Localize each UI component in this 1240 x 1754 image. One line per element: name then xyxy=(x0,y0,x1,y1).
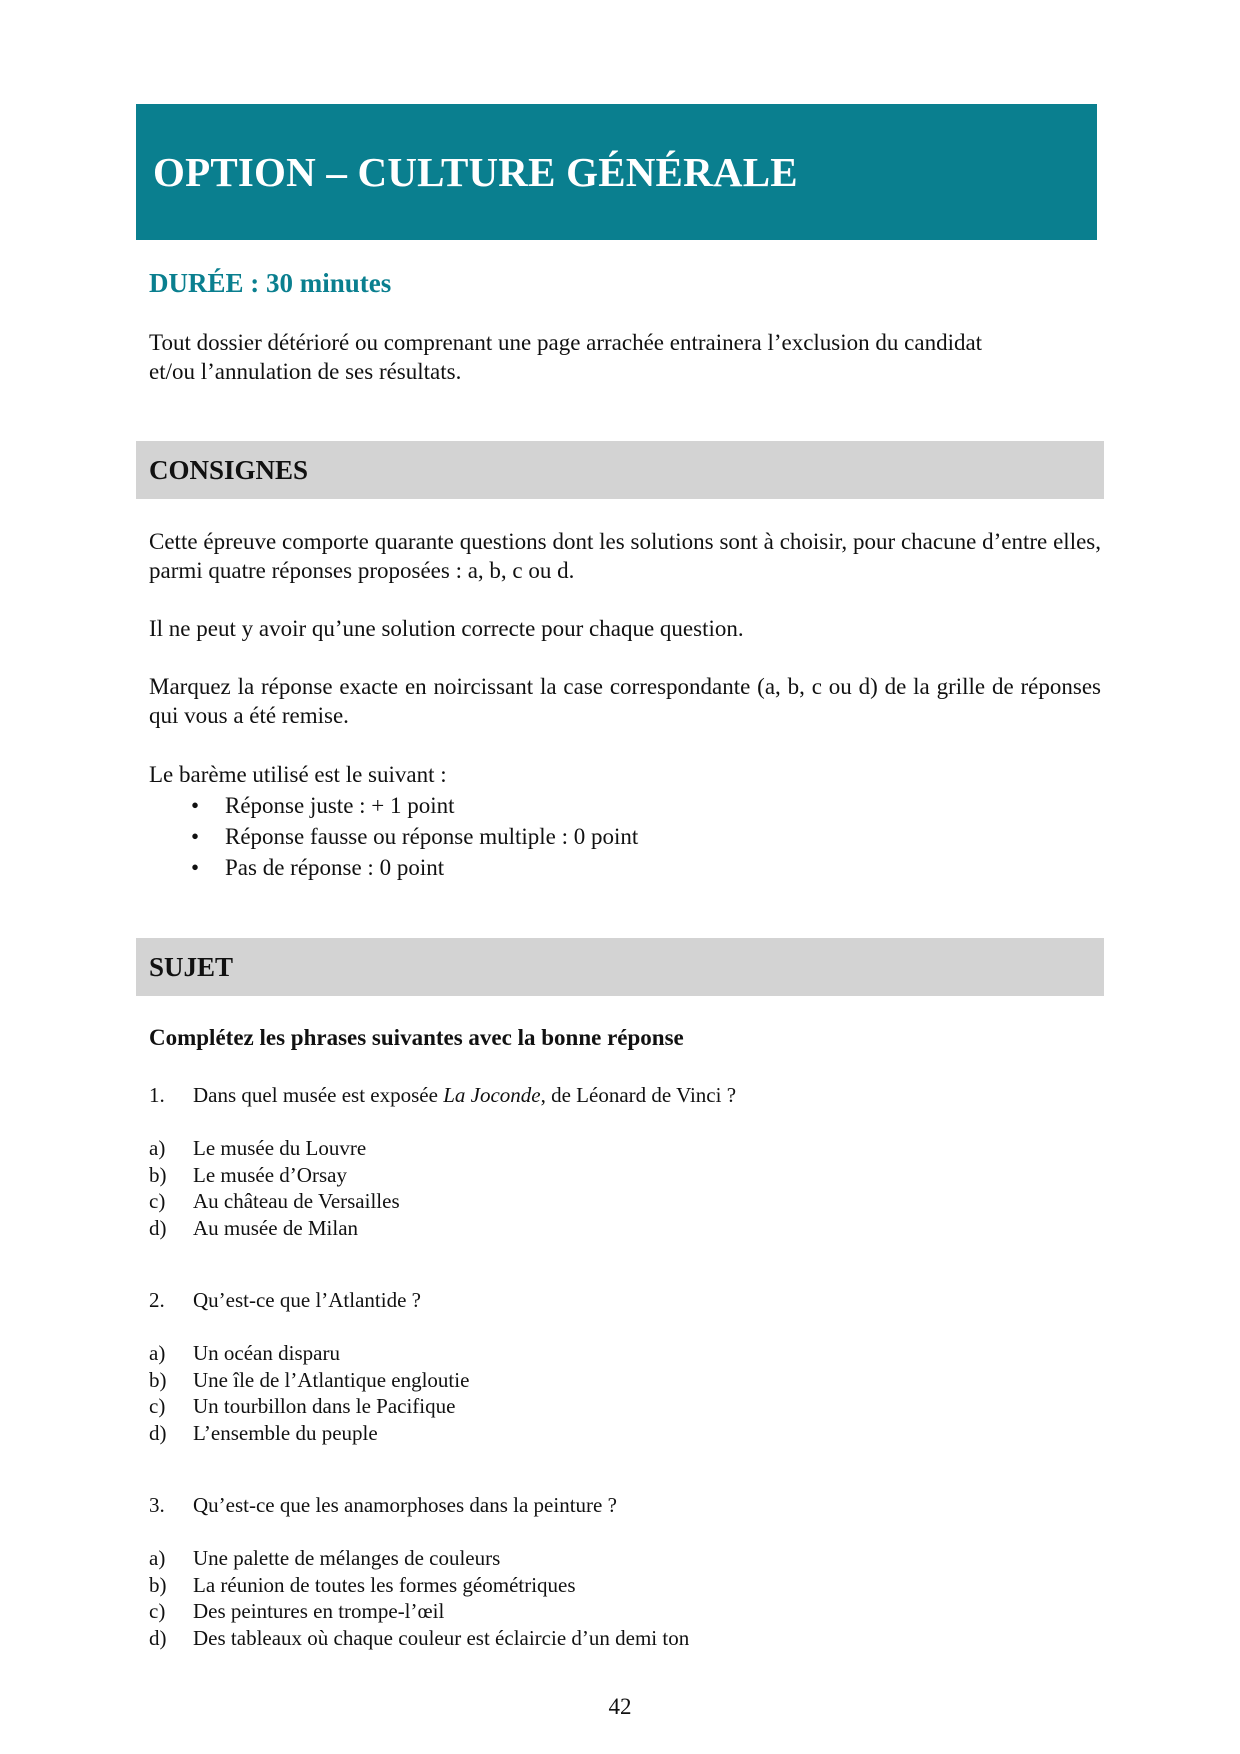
answer-option: a) Le musée du Louvre xyxy=(149,1136,367,1160)
answer-option: c) Au château de Versailles xyxy=(149,1189,400,1213)
bullet-icon: • xyxy=(191,793,200,818)
warning-line-1: Tout dossier détérioré ou comprenant une page arrachée entrainera l’exclusion du candidat xyxy=(149,330,983,355)
answer-option: b) Une île de l’Atlantique engloutie xyxy=(149,1367,470,1392)
answer-option: c) Un tourbillon dans le Pacifique xyxy=(149,1394,456,1418)
question-3-options xyxy=(149,1545,689,1651)
consignes-paragraph-2: Il ne peut y avoir qu’une solution correcte pour chaque question. xyxy=(149,616,744,641)
scoring-list xyxy=(149,790,638,883)
answer-option: d) Des tableaux où chaque couleur est éclaircie d’un demi ton xyxy=(149,1625,690,1650)
answer-option: d) L’ensemble du peuple xyxy=(149,1420,378,1445)
sujet-header xyxy=(136,938,1104,996)
answer-option: a) Un océan disparu xyxy=(149,1341,340,1365)
question-3: 3. Qu’est-ce que les anamorphoses dans la peinture ? xyxy=(149,1493,617,1517)
artwork-title: La Joconde xyxy=(443,1083,541,1107)
consignes-header xyxy=(136,441,1104,499)
scoring-item: • Pas de réponse : 0 point xyxy=(149,852,638,883)
consignes-paragraph-3: Marquez la réponse exacte en noircissant la case correspondante (a, b, c ou d) de la grille de réponses qui vous a été remise. xyxy=(149,674,1101,728)
page-number: 42 xyxy=(608,1694,632,1719)
consignes-heading: CONSIGNES xyxy=(149,454,309,485)
question-number: 2. xyxy=(149,1288,165,1312)
page-title: OPTION – CULTURE GÉNÉRALE xyxy=(153,149,798,195)
title-banner xyxy=(136,104,1097,240)
answer-option: a) Une palette de mélanges de couleurs xyxy=(149,1546,501,1570)
scoring-item: • Réponse juste : + 1 point xyxy=(149,790,638,821)
question-1: 1. Dans quel musée est exposée La Joconde, de Léonard de Vinci ? xyxy=(149,1083,737,1107)
consignes-paragraph-4: Le barème utilisé est le suivant : xyxy=(149,762,447,787)
bullet-icon: • xyxy=(191,855,200,880)
consignes-paragraph-1: Cette épreuve comporte quarante questions dont les solutions sont à choisir, pour chacune d’entre elles, parmi quatre réponses proposées : a, b, c ou d. xyxy=(149,529,1101,583)
question-number: 3. xyxy=(149,1493,165,1517)
scoring-item: • Réponse fausse ou réponse multiple : 0 point xyxy=(149,821,638,852)
bullet-icon: • xyxy=(191,824,200,849)
question-2: 2. Qu’est-ce que l’Atlantide ? xyxy=(149,1288,421,1312)
answer-option: c) Des peintures en trompe-l’œil xyxy=(149,1599,445,1623)
answer-option: d) Au musée de Milan xyxy=(149,1215,359,1240)
sujet-instruction: Complétez les phrases suivantes avec la bonne réponse xyxy=(149,1025,684,1050)
sujet-heading: SUJET xyxy=(149,951,234,982)
answer-option: b) La réunion de toutes les formes géométriques xyxy=(149,1572,576,1597)
answer-option: b) Le musée d’Orsay xyxy=(149,1162,347,1187)
exam-duration: DURÉE : 30 minutes xyxy=(149,268,392,298)
question-1-options xyxy=(149,1135,400,1241)
question-number: 1. xyxy=(149,1083,165,1107)
question-2-options xyxy=(149,1340,469,1446)
warning-line-2: et/ou l’annulation de ses résultats. xyxy=(149,359,462,384)
